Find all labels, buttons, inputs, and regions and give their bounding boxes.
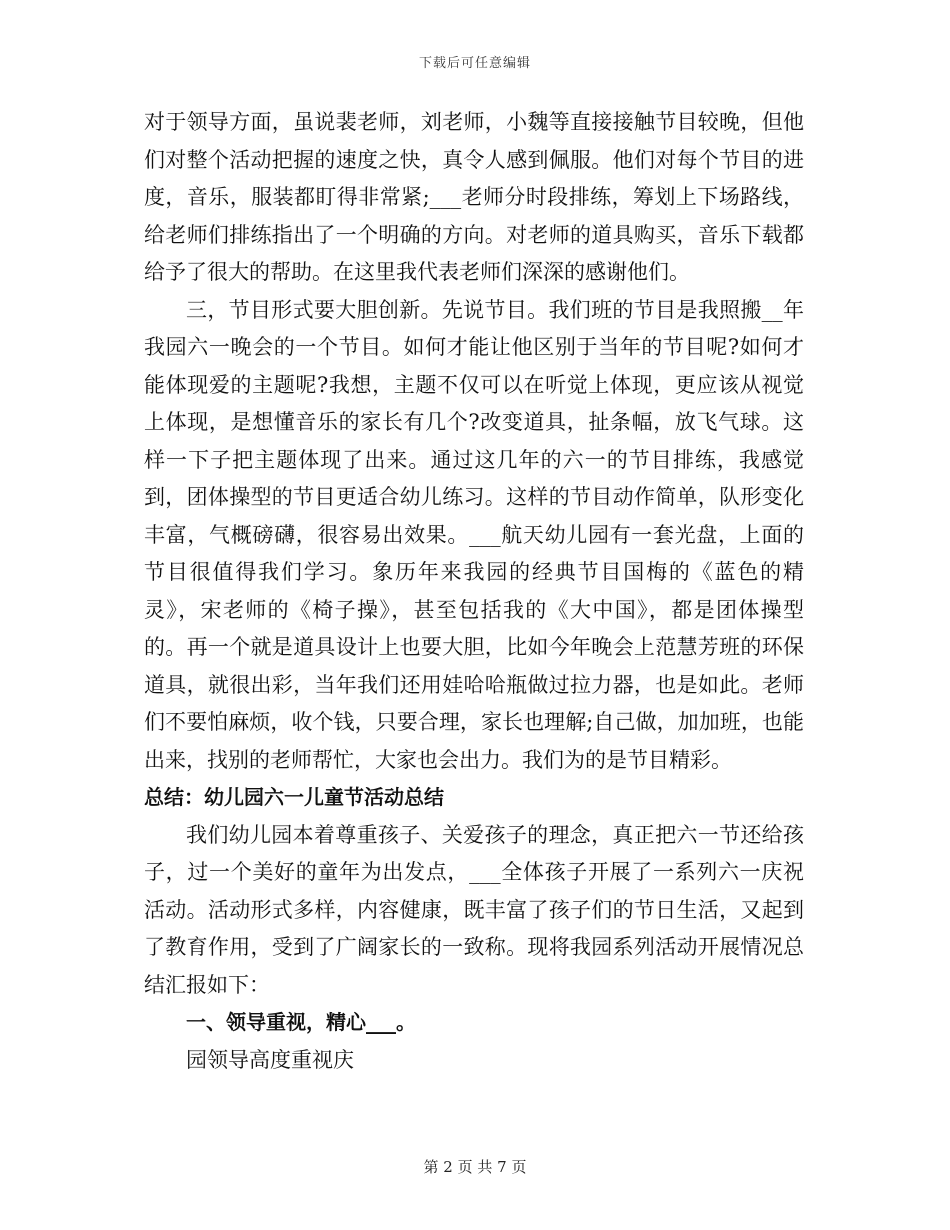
section-subheading: 一、领导重视，精心___。	[186, 1010, 416, 1034]
paragraph-program-innovation: 三，节目形式要大胆创新。先说节目。我们班的节目是我照搬__年我园六一晚会的一个节目。如何才能让他区别于当年的节目呢?如何才能体现爱的主题呢?我想，主题不仅可以在听觉上体现，更应该从视觉上体现，是想懂音乐的家长有几个?改变道具，扯条幅，放飞气球。这样一下子把主题体现了出来。通过这几年的六一的节目排练，我感觉到，团体操型的节目更适合幼儿练习。这样的节目动作简单，队形变化丰富，气概磅礴，很容易出效果。___航天幼儿园有一套光盘，上面的节目很值得我们学习。象历年来我园的经典节目国梅的《蓝色的精灵》，宋老师的《椅子操》，甚至包括我的《大中国》，都是团体操型的。再一个就是道具设计上也要大胆，比如今年晚会上范慧芳班的环保道具，就很出彩，当年我们还用娃哈哈瓶做过拉力器，也是如此。老师们不要怕麻烦，收个钱，只要合理，家长也理解;自己做，加加班，也能出来，找别的老师帮忙，大家也会出力。我们为的是节目精彩。	[144, 297, 804, 772]
page-header: 下载后可任意编辑	[418, 56, 531, 71]
paragraph-summary-intro: 我们幼儿园本着尊重孩子、关爱孩子的理念，真正把六一节还给孩子，过一个美好的童年为出发点，___全体孩子开展了一系列六一庆祝活动。活动形式多样，内容健康，既丰富了孩子们的节日生活，又起到了教育作用，受到了广阔家长的一致称。现将我园系列活动开展情况总结汇报如下：	[144, 822, 804, 997]
paragraph-fragment: 园领导高度重视庆	[186, 1047, 354, 1072]
paragraph-leadership: 对于领导方面，虽说裴老师，刘老师，小魏等直接接触节目较晚，但他们对整个活动把握的速度之快，真令人感到佩服。他们对每个节目的进度，音乐，服装都盯得非常紧;___老师分时段排练，筹划上下场路线，给老师们排练指出了一个明确的方向。对老师的道具购买，音乐下载都给予了很大的帮助。在这里我代表老师们深深的感谢他们。	[144, 110, 804, 284]
document-body	[144, 104, 804, 1079]
section-title: 总结：幼儿园六一儿童节活动总结	[144, 785, 444, 809]
page-number: 第 2 页 共 7 页	[423, 1158, 527, 1176]
